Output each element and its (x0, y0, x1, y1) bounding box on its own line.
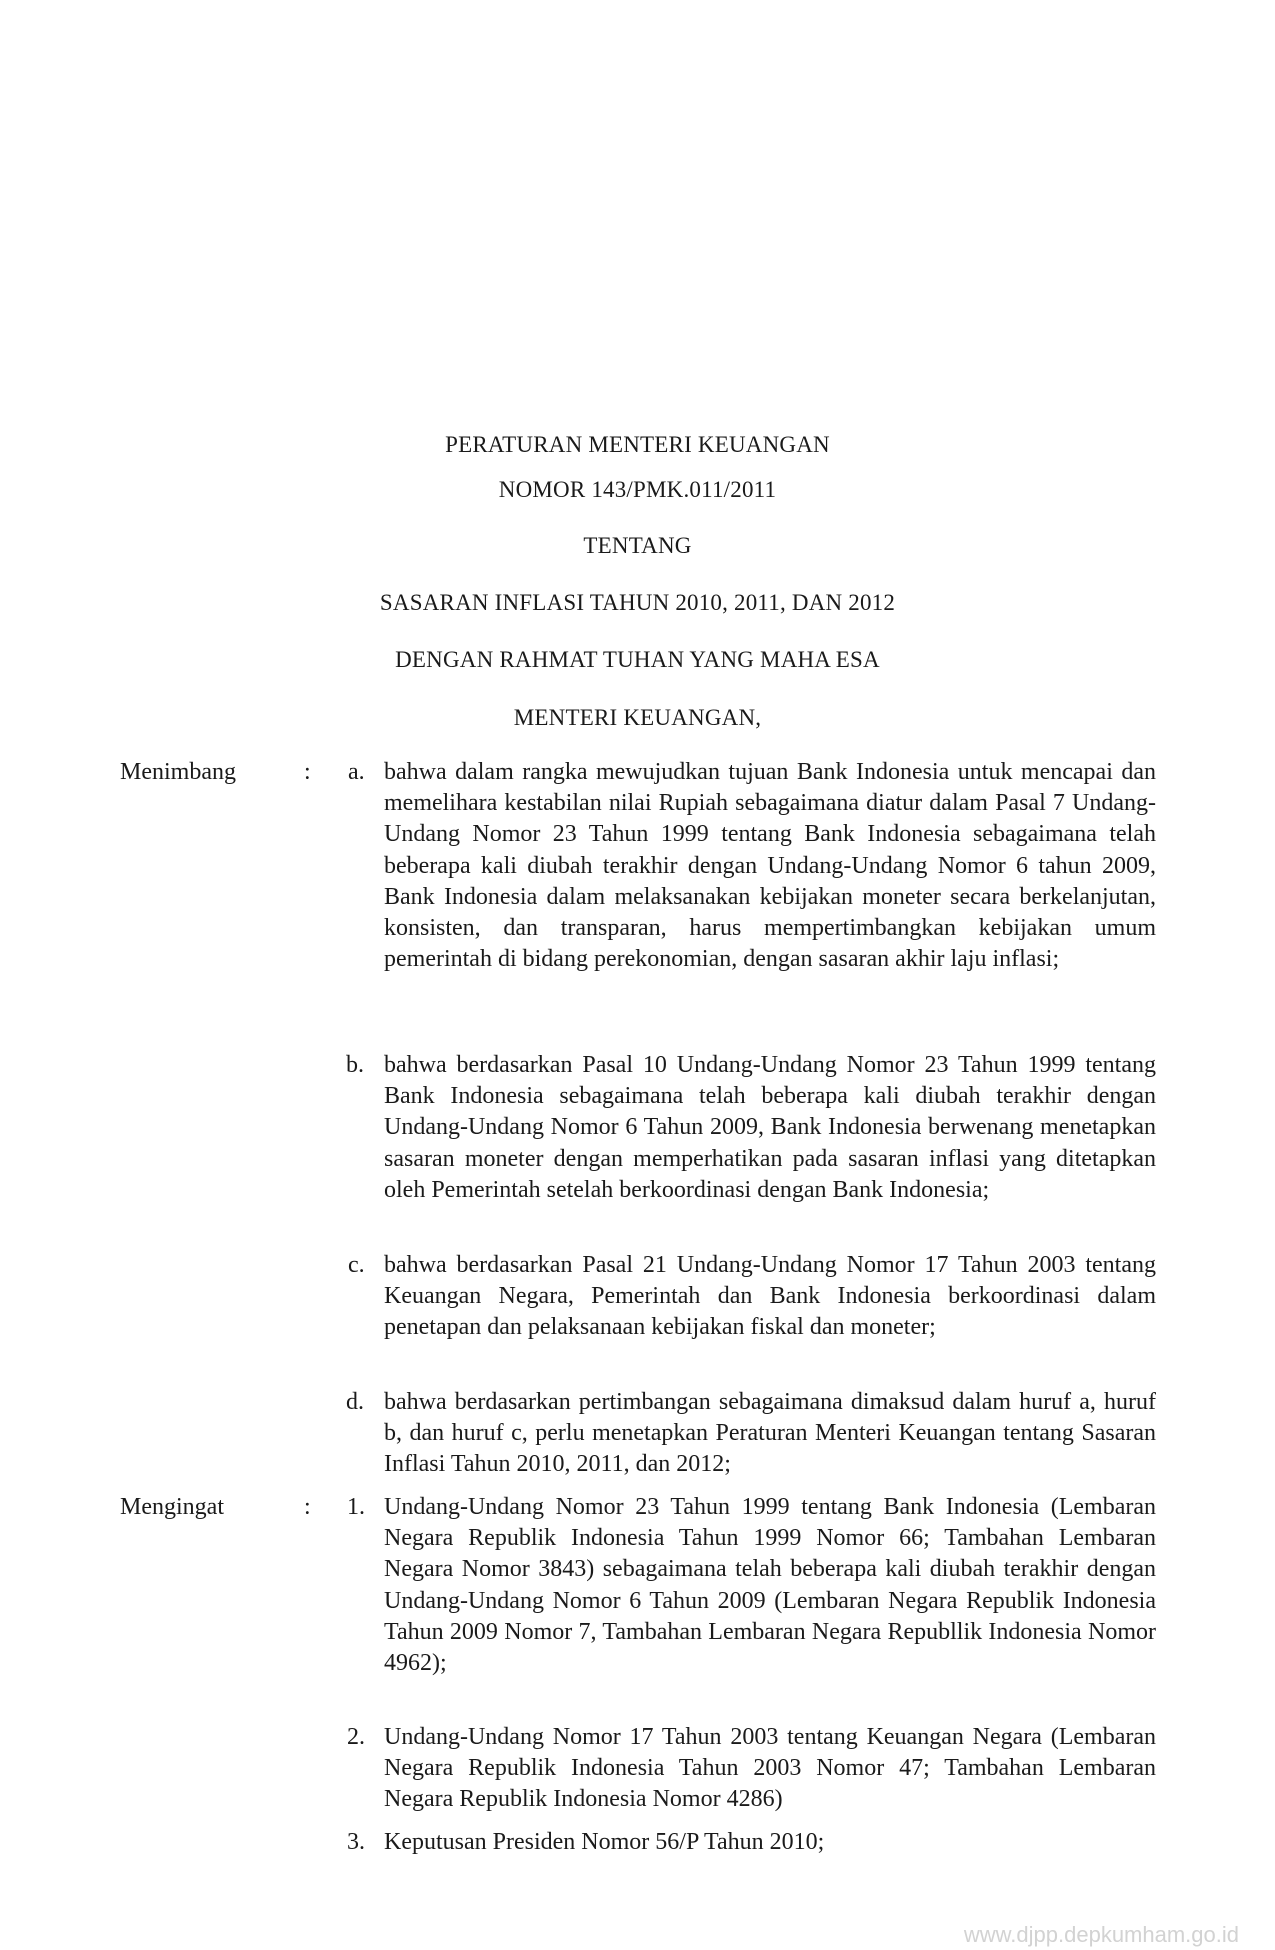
mengingat-item-marker: 2. (347, 1724, 365, 1750)
mengingat-item-text: Undang-Undang Nomor 23 Tahun 1999 tentang Bank Indonesia (Lembaran Negara Republik Indonesia Tahun 1999 Nomor 66; Tambahan Lembaran Negara Nomor 3843) sebagaimana telah beberapa kali diubah terakhir dengan Undang-Undang Nomor 6 Tahun 2009 (Lembaran Negara Republik Indonesia Tahun 2009 Nomor 7, Tambahan Lembaran Negara Republlik Indonesia Nomor 4962); (384, 1494, 1156, 1677)
menimbang-item-marker: d. (346, 1389, 364, 1415)
mengingat-item-text: Undang-Undang Nomor 17 Tahun 2003 tentang Keuangan Negara (Lembaran Negara Republik Indonesia Tahun 2003 Nomor 47; Tambahan Lembaran Negara Republik Indonesia Nomor 4286) (384, 1724, 1156, 1813)
mengingat-item-marker: 3. (347, 1829, 365, 1855)
menimbang-item-text: bahwa berdasarkan Pasal 10 Undang-Undang Nomor 23 Tahun 1999 tentang Bank Indonesia sebagaimana telah beberapa kali diubah terakhir dengan Undang-Undang Nomor 6 Tahun 2009, Bank Indonesia berwenang menetapkan sasaran moneter dengan memperhatikan pada sasaran inflasi yang ditetapkan oleh Pemerintah setelah berkoordinasi dengan Bank Indonesia; (384, 1052, 1156, 1203)
regulation-number: NOMOR 143/PMK.011/2011 (498, 477, 777, 502)
menimbang-colon: : (304, 759, 311, 785)
menimbang-label: Menimbang (120, 759, 236, 785)
about-heading: TENTANG (583, 533, 692, 558)
mengingat-colon: : (304, 1494, 311, 1520)
menimbang-item-text: bahwa berdasarkan pertimbangan sebagaimana dimaksud dalam huruf a, huruf b, dan huruf c, perlu menetapkan Peraturan Menteri Keuangan tentang Sasaran Inflasi Tahun 2010, 2011, dan 2012; (384, 1389, 1156, 1478)
regulation-title: PERATURAN MENTERI KEUANGAN (445, 432, 830, 457)
menimbang-item-text: bahwa dalam rangka mewujudkan tujuan Bank Indonesia untuk mencapai dan memelihara kestabilan nilai Rupiah sebagaimana diatur dalam Pasal 7 Undang-Undang Nomor 23 Tahun 1999 tentang Bank Indonesia sebagaimana telah beberapa kali diubah terakhir dengan Undang-Undang Nomor 6 tahun 2009, Bank Indonesia dalam melaksanakan kebijakan moneter secara berkelanjutan, konsisten, dan transparan, harus mempertimbangkan kebijakan umum pemerintah di bidang perekonomian, dengan sasaran akhir laju inflasi; (384, 759, 1156, 973)
menimbang-item-marker: a. (348, 759, 365, 785)
mengingat-item-text: Keputusan Presiden Nomor 56/P Tahun 2010; (384, 1829, 825, 1855)
blessing-line: DENGAN RAHMAT TUHAN YANG MAHA ESA (395, 647, 880, 672)
source-watermark: www.djpp.depkumham.go.id (963, 1922, 1239, 1947)
mengingat-item-marker: 1. (347, 1494, 365, 1520)
issuer-line: MENTERI KEUANGAN, (513, 705, 762, 730)
menimbang-item-text: bahwa berdasarkan Pasal 21 Undang-Undang Nomor 17 Tahun 2003 tentang Keuangan Negara, Pemerintah dan Bank Indonesia berkoordinasi dalam penetapan dan pelaksanaan kebijakan fiskal dan moneter; (384, 1252, 1156, 1341)
menimbang-item-marker: b. (346, 1052, 364, 1078)
mengingat-label: Mengingat (120, 1494, 224, 1520)
regulation-subject: SASARAN INFLASI TAHUN 2010, 2011, DAN 2012 (379, 590, 896, 615)
menimbang-item-marker: c. (348, 1252, 365, 1278)
